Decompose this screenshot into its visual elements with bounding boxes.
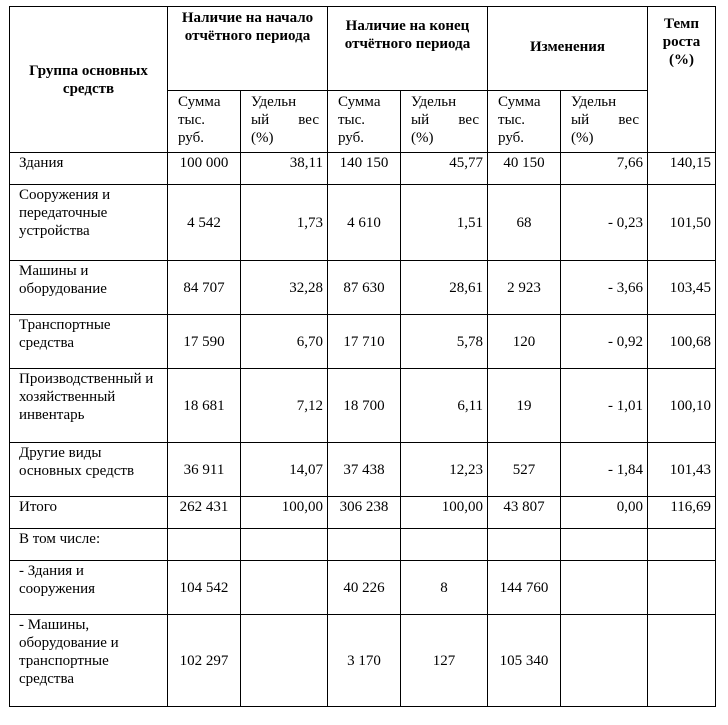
cell-sum-start: 100 000 xyxy=(168,153,241,185)
cell-share-change xyxy=(561,561,648,615)
fixed-assets-table xyxy=(9,6,716,707)
cell-sum-change xyxy=(488,529,561,561)
cell-sum-end: 3 170 xyxy=(328,615,401,707)
cell-sum-end: 140 150 xyxy=(328,153,401,185)
cell-share-end: 1,51 xyxy=(401,185,488,261)
cell-share-start: 1,73 xyxy=(241,185,328,261)
cell-share-change: 0,00 xyxy=(561,497,648,529)
cell-sum-end: 4 610 xyxy=(328,185,401,261)
table-row xyxy=(10,185,716,261)
cell-share-start: 32,28 xyxy=(241,261,328,315)
row-name: Транспортные средства xyxy=(10,315,168,369)
cell-sum-start: 104 542 xyxy=(168,561,241,615)
header-change: Изменения xyxy=(488,7,648,91)
table-row xyxy=(10,315,716,369)
cell-share-start: 38,11 xyxy=(241,153,328,185)
cell-share-end: 45,77 xyxy=(401,153,488,185)
cell-sum-start xyxy=(168,529,241,561)
cell-share-start: 100,00 xyxy=(241,497,328,529)
cell-share-change: - 0,23 xyxy=(561,185,648,261)
subheader-share-end: Удельн ый вес (%) xyxy=(401,91,488,153)
cell-share-end: 127 xyxy=(401,615,488,707)
cell-sum-change: 120 xyxy=(488,315,561,369)
cell-share-start xyxy=(241,561,328,615)
cell-sum-change: 2 923 xyxy=(488,261,561,315)
row-name: Итого xyxy=(10,497,168,529)
cell-share-change: - 0,92 xyxy=(561,315,648,369)
cell-sum-end: 40 226 xyxy=(328,561,401,615)
cell-sum-start: 17 590 xyxy=(168,315,241,369)
cell-sum-end xyxy=(328,529,401,561)
cell-share-end: 8 xyxy=(401,561,488,615)
cell-sum-end: 37 438 xyxy=(328,443,401,497)
row-name: - Здания и сооружения xyxy=(10,561,168,615)
subheader-sum-end: Сумма тыс. руб. xyxy=(328,91,401,153)
cell-share-change: - 1,01 xyxy=(561,369,648,443)
cell-share-change xyxy=(561,615,648,707)
cell-share-start: 7,12 xyxy=(241,369,328,443)
cell-growth: 100,68 xyxy=(648,315,716,369)
table-row xyxy=(10,443,716,497)
cell-share-end: 12,23 xyxy=(401,443,488,497)
row-name: Сооружения и передаточные устройства xyxy=(10,185,168,261)
cell-sum-change: 144 760 xyxy=(488,561,561,615)
cell-share-start: 14,07 xyxy=(241,443,328,497)
header-end: Наличие на конец отчётного периода xyxy=(328,7,488,91)
cell-growth: 101,50 xyxy=(648,185,716,261)
cell-share-change: - 1,84 xyxy=(561,443,648,497)
table-row xyxy=(10,561,716,615)
subheader-sum-change: Сумма тыс. руб. xyxy=(488,91,561,153)
subheader-share-change: Удельн ый вес (%) xyxy=(561,91,648,153)
cell-sum-change: 527 xyxy=(488,443,561,497)
header-start: Наличие на начало отчётного периода xyxy=(168,7,328,91)
cell-growth xyxy=(648,561,716,615)
cell-share-change xyxy=(561,529,648,561)
cell-sum-end: 87 630 xyxy=(328,261,401,315)
cell-sum-start: 262 431 xyxy=(168,497,241,529)
table-row xyxy=(10,615,716,707)
cell-growth xyxy=(648,615,716,707)
row-name: В том числе: xyxy=(10,529,168,561)
row-name: - Машины, оборудование и транспортные средства xyxy=(10,615,168,707)
row-name: Здания xyxy=(10,153,168,185)
cell-share-change: - 3,66 xyxy=(561,261,648,315)
row-name: Машины и оборудование xyxy=(10,261,168,315)
cell-growth: 100,10 xyxy=(648,369,716,443)
table-row xyxy=(10,529,716,561)
cell-growth: 101,43 xyxy=(648,443,716,497)
cell-share-start: 6,70 xyxy=(241,315,328,369)
cell-sum-change: 40 150 xyxy=(488,153,561,185)
table-row-total xyxy=(10,497,716,529)
cell-share-end: 6,11 xyxy=(401,369,488,443)
subheader-sum-start: Сумма тыс. руб. xyxy=(168,91,241,153)
cell-share-end: 28,61 xyxy=(401,261,488,315)
cell-share-start xyxy=(241,615,328,707)
cell-growth: 140,15 xyxy=(648,153,716,185)
cell-sum-change: 19 xyxy=(488,369,561,443)
table-row xyxy=(10,369,716,443)
cell-sum-start: 84 707 xyxy=(168,261,241,315)
table-row xyxy=(10,153,716,185)
header-growth: Темп роста (%) xyxy=(648,7,716,153)
table-row xyxy=(10,261,716,315)
cell-sum-start: 18 681 xyxy=(168,369,241,443)
cell-share-change: 7,66 xyxy=(561,153,648,185)
cell-share-end: 100,00 xyxy=(401,497,488,529)
header-group: Группа основных средств xyxy=(10,7,168,153)
row-name: Производственный и хозяйственный инвентарь xyxy=(10,369,168,443)
cell-share-start xyxy=(241,529,328,561)
cell-sum-end: 18 700 xyxy=(328,369,401,443)
cell-sum-change: 105 340 xyxy=(488,615,561,707)
cell-sum-end: 17 710 xyxy=(328,315,401,369)
cell-sum-start: 36 911 xyxy=(168,443,241,497)
cell-share-end: 5,78 xyxy=(401,315,488,369)
cell-sum-start: 102 297 xyxy=(168,615,241,707)
subheader-share-start: Удельн ый вес (%) xyxy=(241,91,328,153)
row-name: Другие виды основных средств xyxy=(10,443,168,497)
cell-sum-end: 306 238 xyxy=(328,497,401,529)
cell-share-end xyxy=(401,529,488,561)
cell-growth: 103,45 xyxy=(648,261,716,315)
cell-sum-start: 4 542 xyxy=(168,185,241,261)
cell-sum-change: 68 xyxy=(488,185,561,261)
cell-growth: 116,69 xyxy=(648,497,716,529)
cell-growth xyxy=(648,529,716,561)
cell-sum-change: 43 807 xyxy=(488,497,561,529)
